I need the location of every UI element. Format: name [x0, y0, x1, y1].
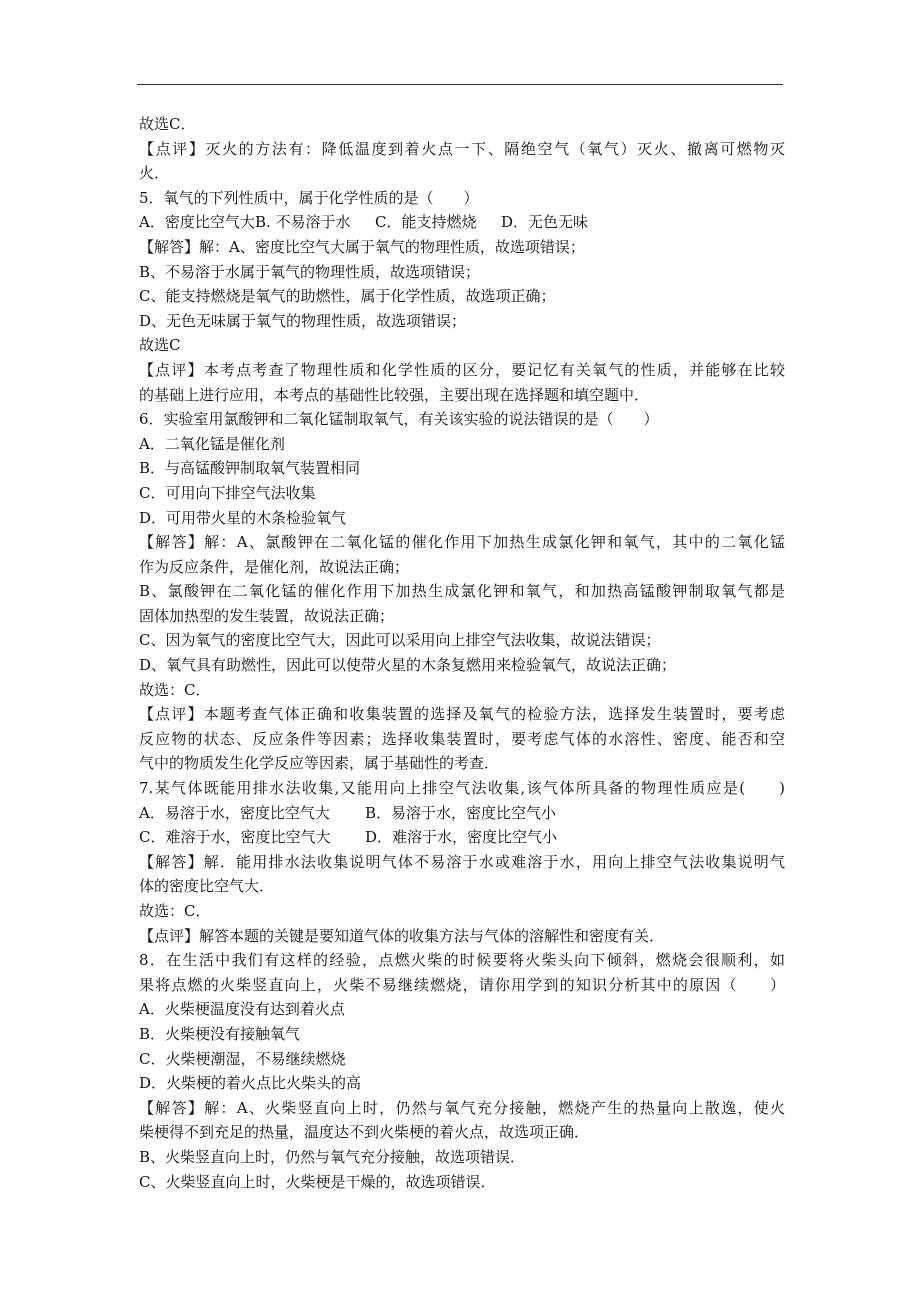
option-b: B. 不易溶于水: [255, 213, 351, 232]
text-line: 反应物的状态、反应条件等因素；选择收集装置时，要考虑气体的水溶性、密度、能否和空: [139, 729, 785, 748]
text-line: 【点评】灭火的方法有：降低温度到着火点一下、隔绝空气（氧气）灭火、撤离可燃物灭: [139, 139, 785, 158]
text-line: C、因为氧气的密度比空气大，因此可以采用向上排空气法收集，故说法错误；: [139, 631, 661, 650]
option-a: A．二氧化锰是催化剂: [139, 434, 285, 453]
question-5: 5．氧气的下列性质中，属于化学性质的是（ ）: [139, 188, 479, 207]
text-line: 气中的物质发生化学反应等因素，属于基础性的考查．: [139, 754, 500, 773]
question-7: 7.某气体既能用排水法收集,又能用向上排空气法收集,该气体所具备的物理性质应是( ): [139, 779, 785, 798]
option-c: C．能支持燃烧: [375, 213, 477, 232]
text-line: 【点评】本题考查气体正确和收集装置的选择及氧气的检验方法，选择发生装置时，要考虑: [139, 705, 785, 724]
text-line: 【解答】解：A、氯酸钾在二氧化锰的催化作用下加热生成氯化钾和氧气，其中的二氧化锰: [139, 533, 785, 552]
question-6: 6．实验室用氯酸钾和二氧化锰制取氧气，有关该实验的说法错误的是（ ）: [139, 410, 659, 429]
document-body: [139, 112, 785, 1194]
text-line: B、氯酸钾在二氧化锰的催化作用下加热生成氯化钾和氧气，和加热高锰酸钾制取氧气都是: [139, 582, 785, 601]
text-line: C、火柴竖直向上时，火柴梗是干燥的，故选项错误．: [139, 1172, 496, 1191]
text-line: 的基础上进行应用，本考点的基础性比较强，主要出现在选择题和填空题中．: [139, 385, 650, 404]
text-line: 故选：C．: [139, 902, 211, 920]
text-line: 【点评】本考点考查了物理性质和化学性质的区分，要记忆有关氧气的性质，并能够在比较: [139, 360, 785, 379]
question-5-options: [139, 210, 785, 235]
text-line: D、氧气具有助燃性，因此可以使带火星的木条复燃用来检验氧气，故说法正确；: [139, 656, 677, 675]
option-a: A．密度比空气大: [139, 213, 255, 232]
text-line: 【点评】解答本题的关键是要知道气体的收集方法与气体的溶解性和密度有关．: [139, 926, 665, 945]
text-line: 【解答】解．能用排水法收集说明气体不易溶于水或难溶于水，用向上排空气法收集说明气: [139, 852, 785, 871]
text-line: 【解答】解：A、火柴竖直向上时，仍然与氧气充分接触，燃烧产生的热量向上散逸，使火: [139, 1098, 785, 1117]
text-line: 故选：C．: [139, 680, 211, 699]
text-line: 【解答】解：A、密度比空气大属于氧气的物理性质，故选项错误；: [139, 237, 585, 256]
option-d: D．难溶于水，密度比空气小: [365, 828, 558, 847]
text-line: 柴梗得不到充足的热量，温度达不到火柴梗的着火点，故选项正确．: [139, 1123, 590, 1142]
text-line: C、能支持燃烧是氧气的助燃性，属于化学性质，故选项正确；: [139, 287, 556, 306]
option-d: D．火柴梗的着火点比火柴头的高: [139, 1074, 362, 1093]
text-line: B、火柴竖直向上时，仍然与氧气充分接触，故选项错误．: [139, 1147, 526, 1166]
option-d: D．可用带火星的木条检验氧气: [139, 508, 347, 527]
text-line: 火．: [139, 164, 170, 183]
text-line: 体的密度比空气大．: [139, 877, 275, 896]
question-8-cont: 果将点燃的火柴竖直向上，火柴不易继续燃烧，请你用学到的知识分析其中的原因（ ）: [139, 975, 785, 994]
text-line: 故选C．: [139, 115, 196, 133]
option-c: C．难溶于水，密度比空气大: [139, 828, 331, 847]
header-rule: [137, 84, 783, 85]
option-d: D．无色无味: [501, 213, 589, 232]
text-line: 固体加热型的发生装置，故说法正确；: [139, 606, 395, 625]
text-line: 作为反应条件，是催化剂，故说法正确；: [139, 557, 410, 576]
question-8: 8．在生活中我们有这样的经验，点燃火柴的时候要将火柴头向下倾斜，燃烧会很顺利，如: [139, 951, 785, 970]
question-7-options-row2: [139, 825, 785, 850]
option-b: B．与高锰酸钾制取氧气装置相同: [139, 459, 361, 478]
option-b: B．火柴梗没有接触氧气: [139, 1024, 301, 1043]
option-a: A．易溶于水，密度比空气大: [139, 803, 330, 822]
option-b: B．易溶于水，密度比空气小: [365, 803, 557, 822]
text-line: B、不易溶于水属于氧气的物理性质，故选项错误；: [139, 262, 481, 281]
option-c: C．火柴梗潮湿，不易继续燃烧: [139, 1049, 346, 1068]
question-7-options-row1: [139, 801, 785, 826]
option-a: A．火柴梗温度没有达到着火点: [139, 1000, 345, 1019]
text-line: 故选C: [139, 336, 181, 355]
option-c: C．可用向下排空气法收集: [139, 483, 316, 502]
text-line: D、无色无味属于氧气的物理性质，故选项错误；: [139, 311, 467, 330]
